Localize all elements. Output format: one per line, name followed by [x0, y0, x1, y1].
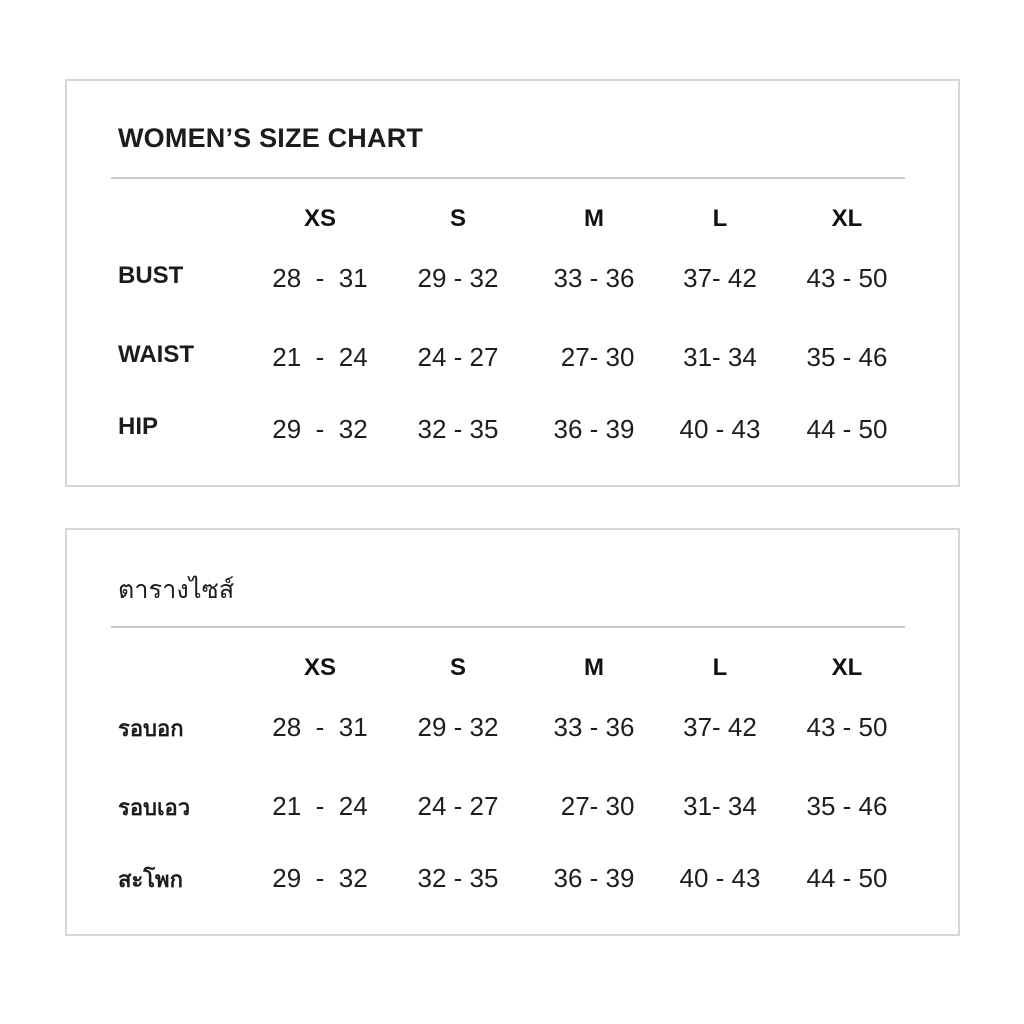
thai-chart-title: ตารางไซส์ — [118, 575, 235, 604]
thai-title-divider — [111, 626, 905, 628]
row-label-bust-thai: รอบอก — [118, 717, 184, 742]
bust-s-cell: 29 - 32 — [417, 263, 499, 293]
waist-m-cell: 27- 30 — [553, 342, 635, 372]
size-header-m: M — [584, 654, 604, 681]
size-header-xl: XL — [831, 205, 863, 232]
thai-size-chart-panel — [65, 528, 960, 936]
waist-xl-cell: 35 - 46 — [806, 342, 888, 372]
english-title-divider — [111, 177, 905, 179]
size-header-m: M — [584, 205, 604, 232]
hip-s-cell: 32 - 35 — [417, 863, 499, 893]
hip-xs-cell: 29 - 32 — [272, 414, 368, 444]
english-size-chart-panel — [65, 79, 960, 487]
hip-s-cell: 32 - 35 — [417, 414, 499, 444]
waist-s-cell: 24 - 27 — [417, 342, 499, 372]
row-label-waist: WAIST — [118, 341, 194, 368]
hip-xs-cell: 29 - 32 — [272, 863, 368, 893]
bust-xs-cell: 28 - 31 — [272, 712, 368, 742]
english-chart-title: WOMEN’S SIZE CHART — [118, 123, 424, 153]
hip-l-cell: 40 - 43 — [679, 414, 761, 444]
size-header-s: S — [449, 205, 466, 232]
row-label-hip-thai: สะโพก — [118, 868, 183, 893]
size-header-s: S — [449, 654, 466, 681]
hip-m-cell: 36 - 39 — [553, 863, 635, 893]
row-label-hip: HIP — [118, 413, 159, 440]
waist-l-cell: 31- 34 — [683, 791, 757, 821]
hip-m-cell: 36 - 39 — [553, 414, 635, 444]
bust-l-cell: 37- 42 — [683, 263, 757, 293]
size-header-xs: XS — [303, 205, 336, 232]
hip-l-cell: 40 - 43 — [679, 863, 761, 893]
size-header-l: L — [712, 205, 728, 232]
hip-xl-cell: 44 - 50 — [806, 414, 888, 444]
bust-m-cell: 33 - 36 — [553, 263, 635, 293]
hip-xl-cell: 44 - 50 — [806, 863, 888, 893]
bust-l-cell: 37- 42 — [683, 712, 757, 742]
row-label-bust: BUST — [118, 262, 184, 289]
waist-xs-cell: 21 - 24 — [272, 791, 368, 821]
bust-xl-cell: 43 - 50 — [806, 712, 888, 742]
waist-xl-cell: 35 - 46 — [806, 791, 888, 821]
bust-m-cell: 33 - 36 — [553, 712, 635, 742]
bust-xl-cell: 43 - 50 — [806, 263, 888, 293]
size-header-l: L — [712, 654, 728, 681]
size-header-xs: XS — [303, 654, 336, 681]
waist-l-cell: 31- 34 — [683, 342, 757, 372]
waist-m-cell: 27- 30 — [553, 791, 635, 821]
bust-s-cell: 29 - 32 — [417, 712, 499, 742]
waist-s-cell: 24 - 27 — [417, 791, 499, 821]
bust-xs-cell: 28 - 31 — [272, 263, 368, 293]
row-label-waist-thai: รอบเอว — [118, 796, 191, 821]
waist-xs-cell: 21 - 24 — [272, 342, 368, 372]
size-header-xl: XL — [831, 654, 863, 681]
